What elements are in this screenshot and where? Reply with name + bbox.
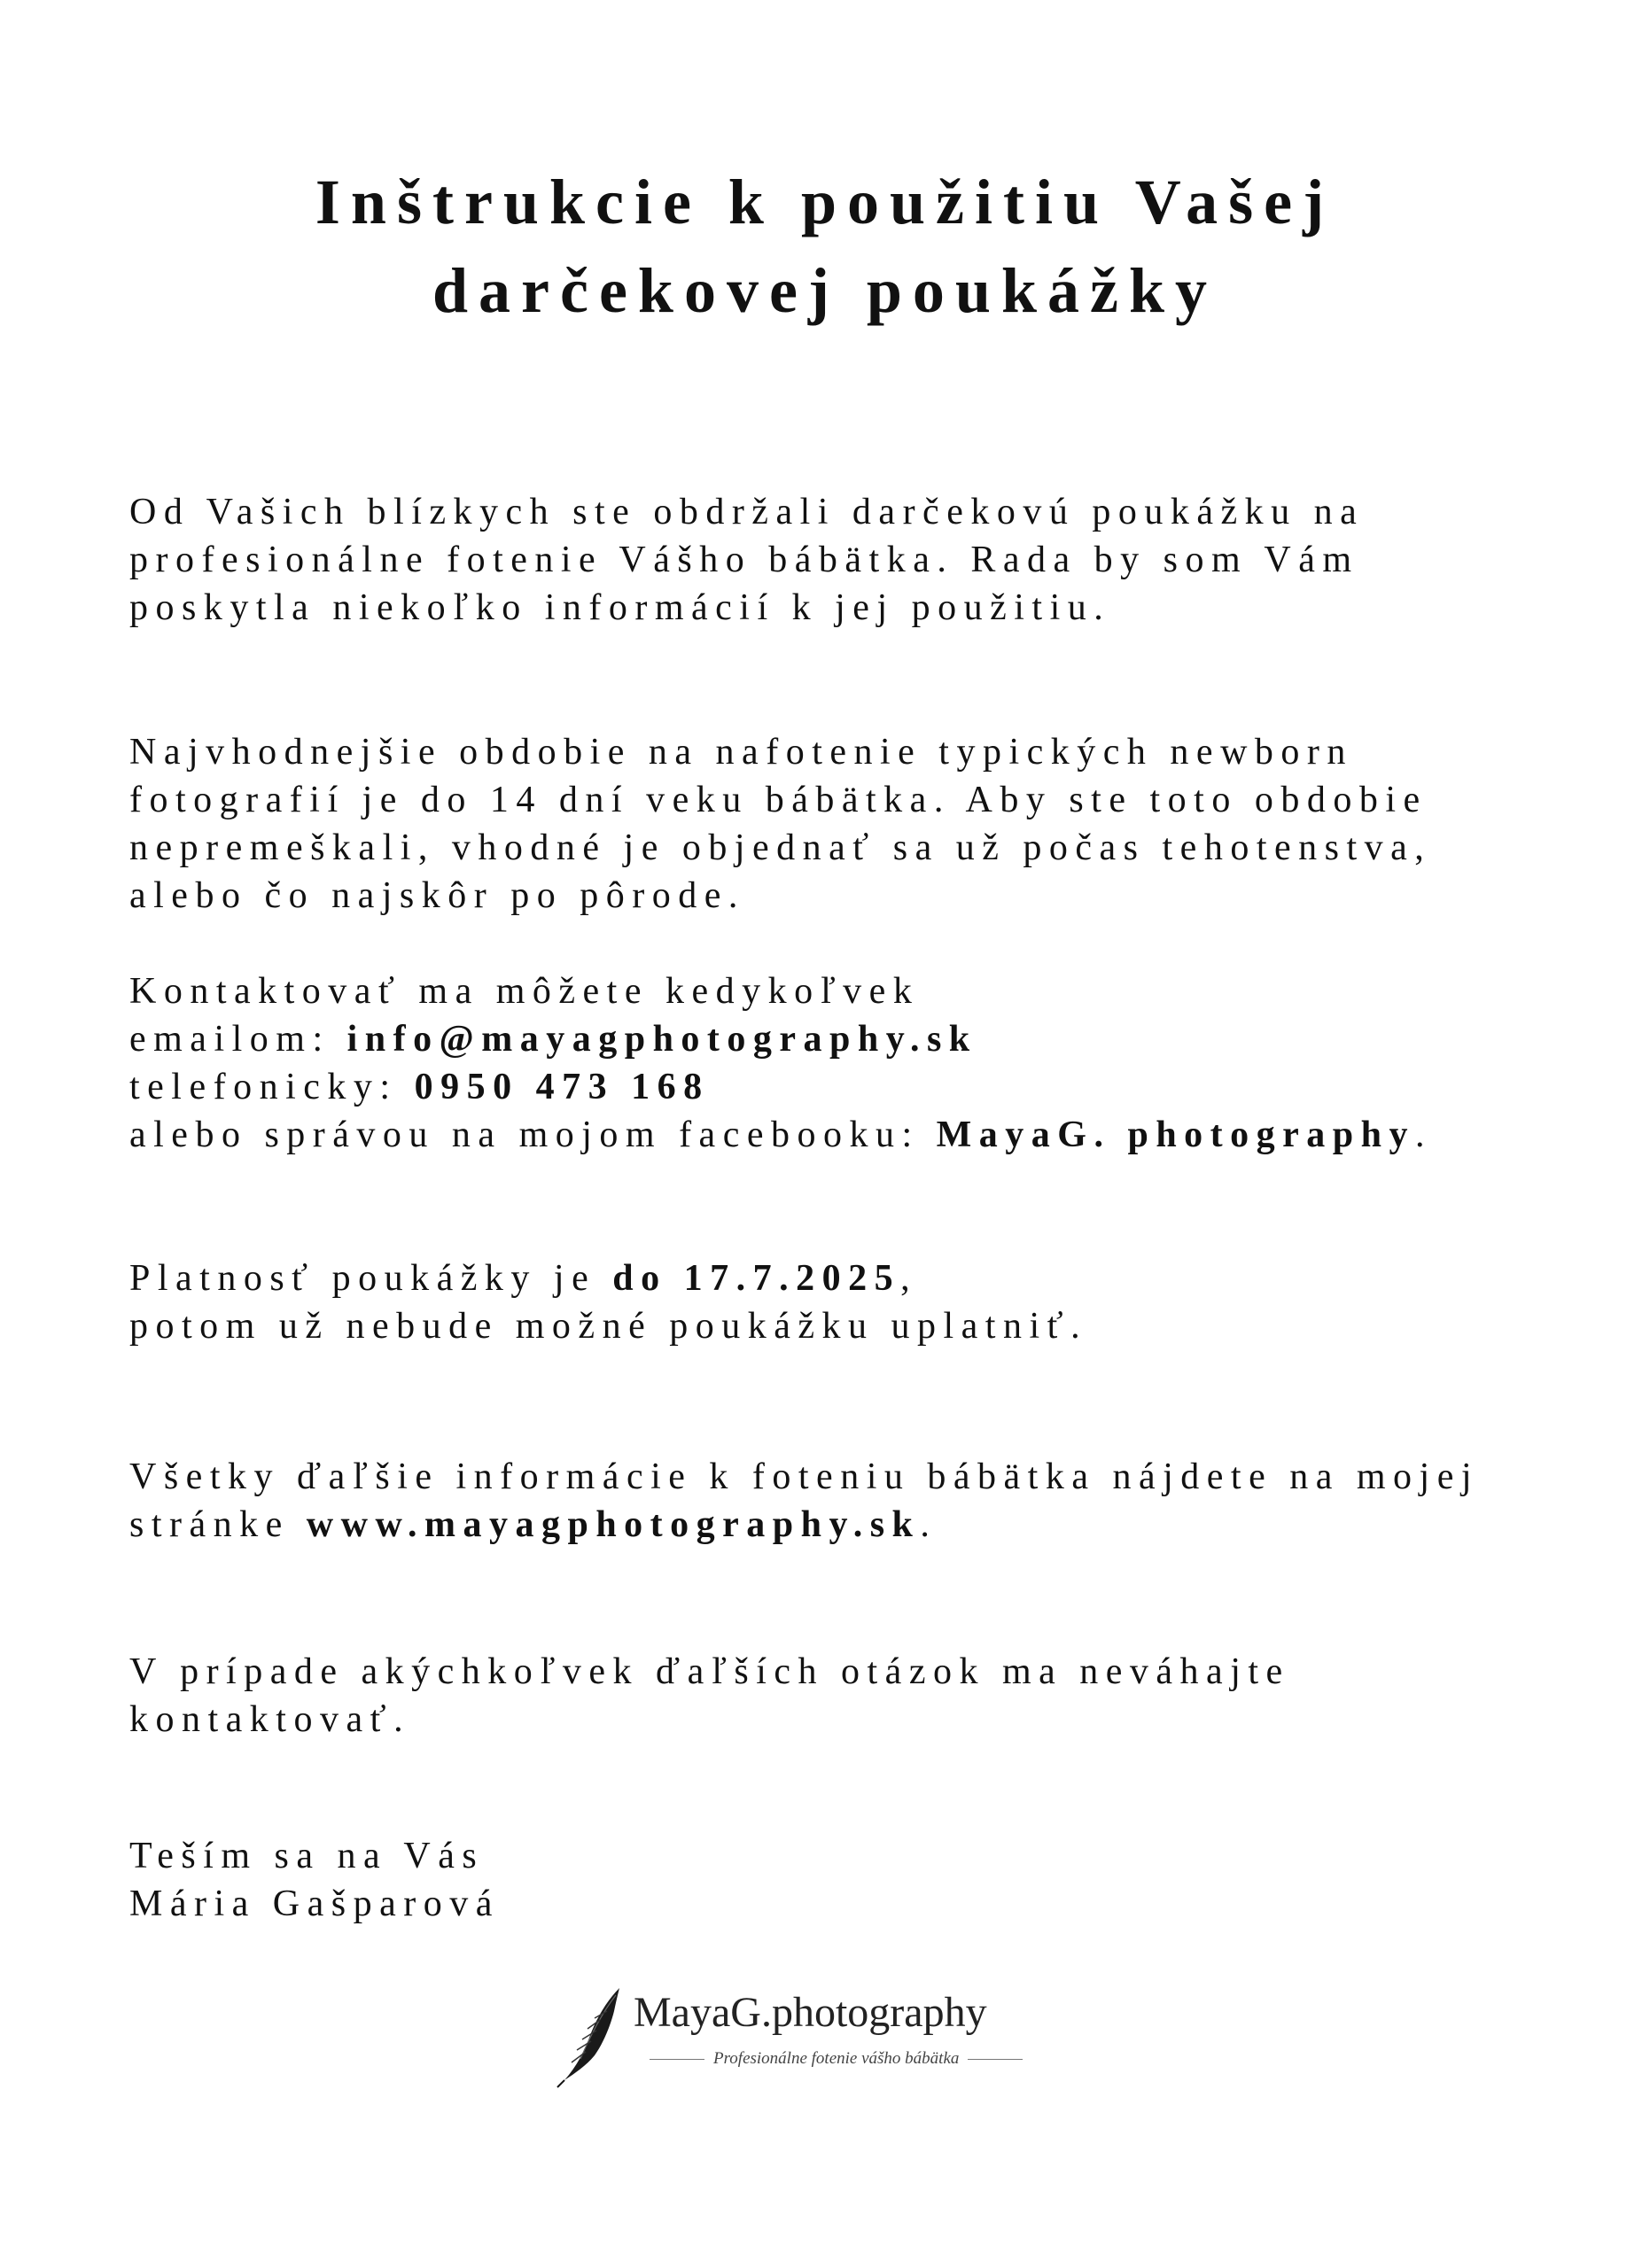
- period-line: nepremeškali, vhodné je objednať sa už počas tehotenstva,: [129, 827, 1432, 868]
- intro-paragraph: [129, 488, 1618, 632]
- phone-label: telefonicky:: [129, 1067, 415, 1107]
- logo-name: MayaG.photography: [634, 1989, 987, 2036]
- brand-logo: [545, 1984, 1041, 2091]
- validity-line: [129, 1254, 1618, 1302]
- website-url[interactable]: www.mayagphotography.sk: [306, 1504, 921, 1545]
- website-suffix: .: [920, 1504, 938, 1545]
- facebook-name[interactable]: MayaG. photography: [936, 1115, 1416, 1155]
- period-line: alebo čo najskôr po pôrode.: [129, 875, 745, 916]
- signoff-name: Mária Gašparová: [129, 1884, 500, 1924]
- signoff: [129, 1832, 1618, 1928]
- contact-intro: Kontaktovať ma môžete kedykoľvek: [129, 971, 920, 1012]
- website-paragraph: [129, 1453, 1618, 1549]
- page-title-line-1: Inštrukcie k použitiu Vašej: [315, 167, 1335, 237]
- validity-label: Platnosť poukážky je: [129, 1258, 613, 1299]
- contact-paragraph: [129, 967, 1618, 1159]
- website-label: stránke: [129, 1504, 307, 1545]
- intro-line: profesionálne fotenie Vášho bábätka. Rada by som Vám: [129, 540, 1359, 580]
- signoff-greeting: Teším sa na Vás: [129, 1836, 485, 1876]
- period-line: Najvhodnejšie obdobie na nafotenie typických newborn: [129, 732, 1353, 773]
- validity-note: potom už nebude možné poukážku uplatniť.: [129, 1306, 1088, 1347]
- website-line-2: [129, 1501, 1618, 1549]
- intro-line: poskytla niekoľko informácií k jej použitiu.: [129, 587, 1111, 628]
- validity-paragraph: [129, 1254, 1618, 1350]
- validity-date: do 17.7.2025: [612, 1258, 901, 1299]
- phone-number[interactable]: 0950 473 168: [414, 1067, 710, 1107]
- questions-line: V prípade akýchkoľvek ďaľších otázok ma neváhajte: [129, 1651, 1290, 1692]
- facebook-suffix: .: [1415, 1115, 1433, 1155]
- facebook-label: alebo správou na mojom facebooku:: [129, 1115, 937, 1155]
- period-line: fotografií je do 14 dní veku bábätka. Aby ste toto obdobie: [129, 780, 1428, 820]
- period-paragraph: [129, 728, 1618, 920]
- questions-line: kontaktovať.: [129, 1699, 411, 1740]
- page-title-line-2: darčekovej poukážky: [432, 255, 1218, 326]
- logo-tagline: Profesionálne fotenie vášho bábätka: [641, 2049, 1031, 2069]
- intro-line: Od Vašich blízkych ste obdržali darčekovú poukážku na: [129, 492, 1365, 532]
- contact-email-line: [129, 1015, 1618, 1063]
- page-title: [0, 158, 1650, 335]
- website-line-1: Všetky ďaľšie informácie k foteniu bábätka nájdete na mojej: [129, 1456, 1480, 1497]
- email-label: emailom:: [129, 1019, 347, 1060]
- questions-paragraph: [129, 1648, 1618, 1744]
- email-address[interactable]: info@mayagphotography.sk: [346, 1019, 977, 1060]
- validity-suffix: ,: [900, 1258, 918, 1299]
- contact-facebook-line: [129, 1111, 1618, 1159]
- contact-phone-line: [129, 1063, 1618, 1111]
